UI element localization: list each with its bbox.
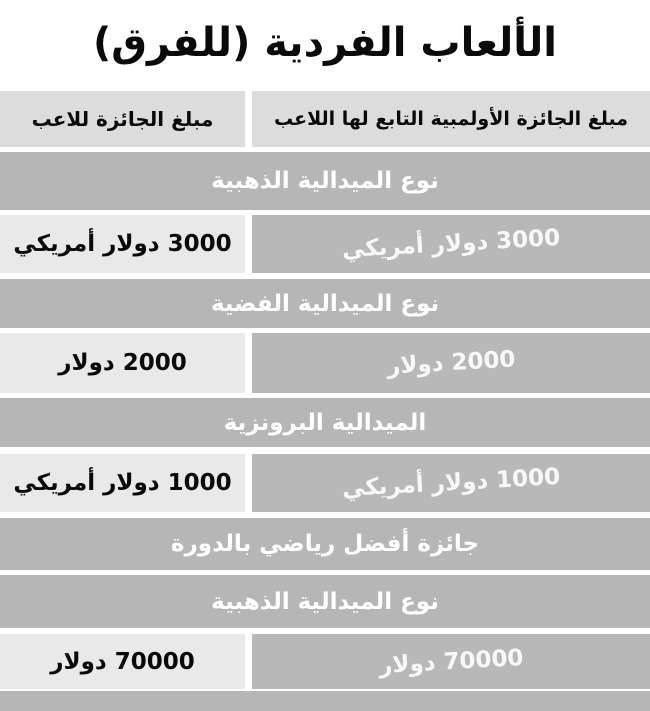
category-row-silver-medal: [0, 279, 650, 328]
category-label: نوع الميدالية الفضية: [210, 290, 440, 317]
olympic-prize-cell: [252, 454, 650, 512]
prize-table: [0, 91, 650, 711]
player-prize-value: 1000 دولار أمريكي: [13, 470, 232, 496]
player-prize-cell: [0, 454, 245, 512]
olympic-prize-value: 2000 دولار: [386, 346, 516, 380]
olympic-prize-value: 1000 دولار أمريكي: [341, 463, 561, 503]
value-row-best-athlete: [0, 634, 650, 689]
category-label: نوع الميدالية الذهبية: [211, 588, 439, 615]
value-row-gold: [0, 215, 650, 273]
category-row-best-athlete-award: [0, 518, 650, 570]
olympic-prize-cell: [252, 215, 650, 273]
header-label-player-prize: مبلغ الجائزة للاعب: [31, 107, 214, 131]
page-title: الألعاب الفردية (للفرق): [93, 20, 557, 66]
olympic-prize-value: 70000 دولار: [378, 644, 524, 679]
header-label-olympic-prize: مبلغ الجائزة الأولمبية التابع لها اللاعب: [274, 108, 628, 130]
cutoff-next-row: [0, 691, 650, 711]
player-prize-value: 70000 دولار: [50, 648, 195, 675]
category-label: الميدالية البرونزية: [223, 409, 427, 436]
category-label: نوع الميدالية الذهبية: [211, 168, 439, 194]
category-row-gold-medal: [0, 152, 650, 210]
header-cell-olympic-prize: [252, 91, 650, 147]
category-row-gold-medal-2: [0, 575, 650, 628]
player-prize-cell: [0, 333, 245, 393]
olympic-prize-cell: [252, 333, 650, 393]
olympic-prize-value: 3000 دولار أمريكي: [341, 224, 561, 264]
category-row-bronze-medal: [0, 398, 650, 447]
value-row-bronze: [0, 454, 650, 512]
player-prize-value: 2000 دولار: [58, 350, 187, 376]
player-prize-value: 3000 دولار أمريكي: [13, 231, 232, 257]
category-label: جائزة أفضل رياضي بالدورة: [170, 531, 480, 557]
player-prize-cell: [0, 215, 245, 273]
olympic-prize-cell: [252, 634, 650, 689]
header-cell-player-prize: [0, 91, 245, 147]
player-prize-cell: [0, 634, 245, 689]
table-header-row: [0, 91, 650, 147]
value-row-silver: [0, 333, 650, 393]
